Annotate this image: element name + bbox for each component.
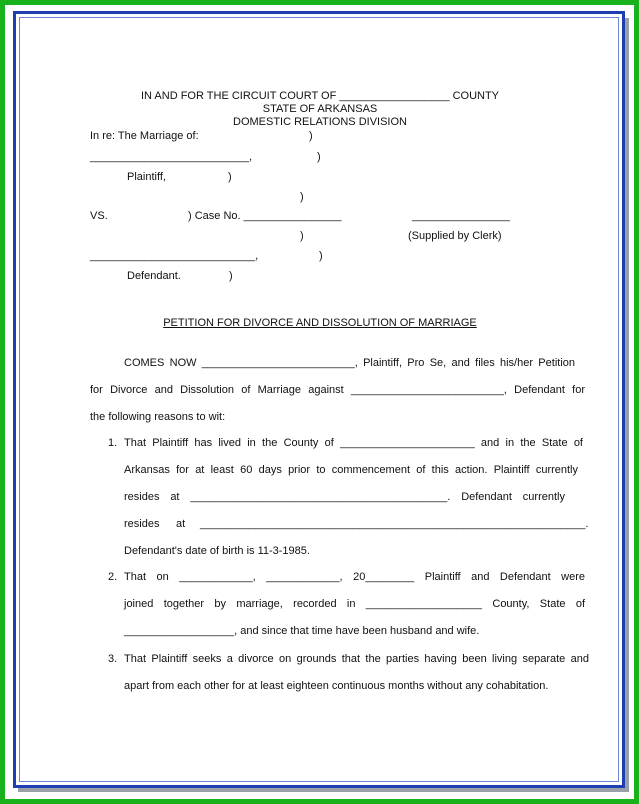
caption-vs: VS.: [90, 210, 108, 222]
caption-defendant-blank: ___________________________,: [90, 250, 259, 262]
caption-paren: ): [300, 230, 304, 242]
caption-clerk-blank: ________________: [412, 210, 510, 222]
item-1-line-4-resides: resides: [124, 518, 160, 530]
page-shadow-right: [625, 18, 629, 791]
item-number-3: 3.: [108, 653, 118, 665]
item-3-line-2: apart from each other for at least eighteen continuous months without any cohabitation.: [124, 680, 549, 692]
item-2-line-2: joined together by marriage, recorded in ___________________ County, State of: [124, 598, 585, 610]
page-shadow-bottom: [18, 788, 629, 792]
caption-supplied-by-clerk: (Supplied by Clerk): [408, 230, 502, 242]
petition-title: PETITION FOR DIVORCE AND DISSOLUTION OF MARRIAGE: [163, 317, 477, 329]
caption-plaintiff: Plaintiff,: [127, 171, 166, 183]
caption-plaintiff-blank: __________________________,: [90, 151, 253, 163]
item-3-line-1: That Plaintiff seeks a divorce on grounds that the parties having been living separate and: [124, 653, 589, 665]
caption-paren: ): [319, 250, 323, 262]
item-number-1: 1.: [108, 437, 118, 449]
item-number-2: 2.: [108, 571, 118, 583]
header-division: DOMESTIC RELATIONS DIVISION: [233, 116, 407, 128]
caption-case-no: ) Case No. ________________: [188, 210, 342, 222]
item-1-line-3: resides at __________________________________________. Defendant currently: [124, 491, 565, 503]
item-2-line-3: __________________, and since that time have been husband and wife.: [124, 625, 480, 637]
intro-line-3: the following reasons to wit:: [90, 411, 226, 423]
item-1-line-4-at: at: [176, 518, 186, 530]
header-court: IN AND FOR THE CIRCUIT COURT OF __________________ COUNTY: [140, 90, 500, 102]
header-state: STATE OF ARKANSAS: [262, 103, 378, 115]
caption-paren: ): [229, 270, 233, 282]
item-2-line-1: That on ____________, ____________, 20________ Plaintiff and Defendant were: [124, 571, 585, 583]
caption-defendant: Defendant.: [127, 270, 181, 282]
caption-paren: ): [309, 130, 313, 142]
intro-line-2: for Divorce and Dissolution of Marriage against _________________________, Defendant for: [90, 384, 585, 396]
intro-line-1: COMES NOW _________________________, Plaintiff, Pro Se, and files his/her Petition: [124, 357, 575, 369]
item-1-line-1: That Plaintiff has lived in the County of ______________________ and in the State of: [124, 437, 583, 449]
caption-paren: ): [317, 151, 321, 163]
item-1-line-4-blank: _______________________________________________________________.: [200, 518, 589, 530]
item-1-line-2: Arkansas for at least 60 days prior to commencement of this action. Plaintiff currently: [124, 464, 578, 476]
caption-in-re: In re: The Marriage of:: [90, 130, 199, 142]
item-1-line-5: Defendant's date of birth is 11-3-1985.: [124, 545, 310, 557]
caption-paren: ): [300, 191, 304, 203]
caption-paren: ): [228, 171, 232, 183]
